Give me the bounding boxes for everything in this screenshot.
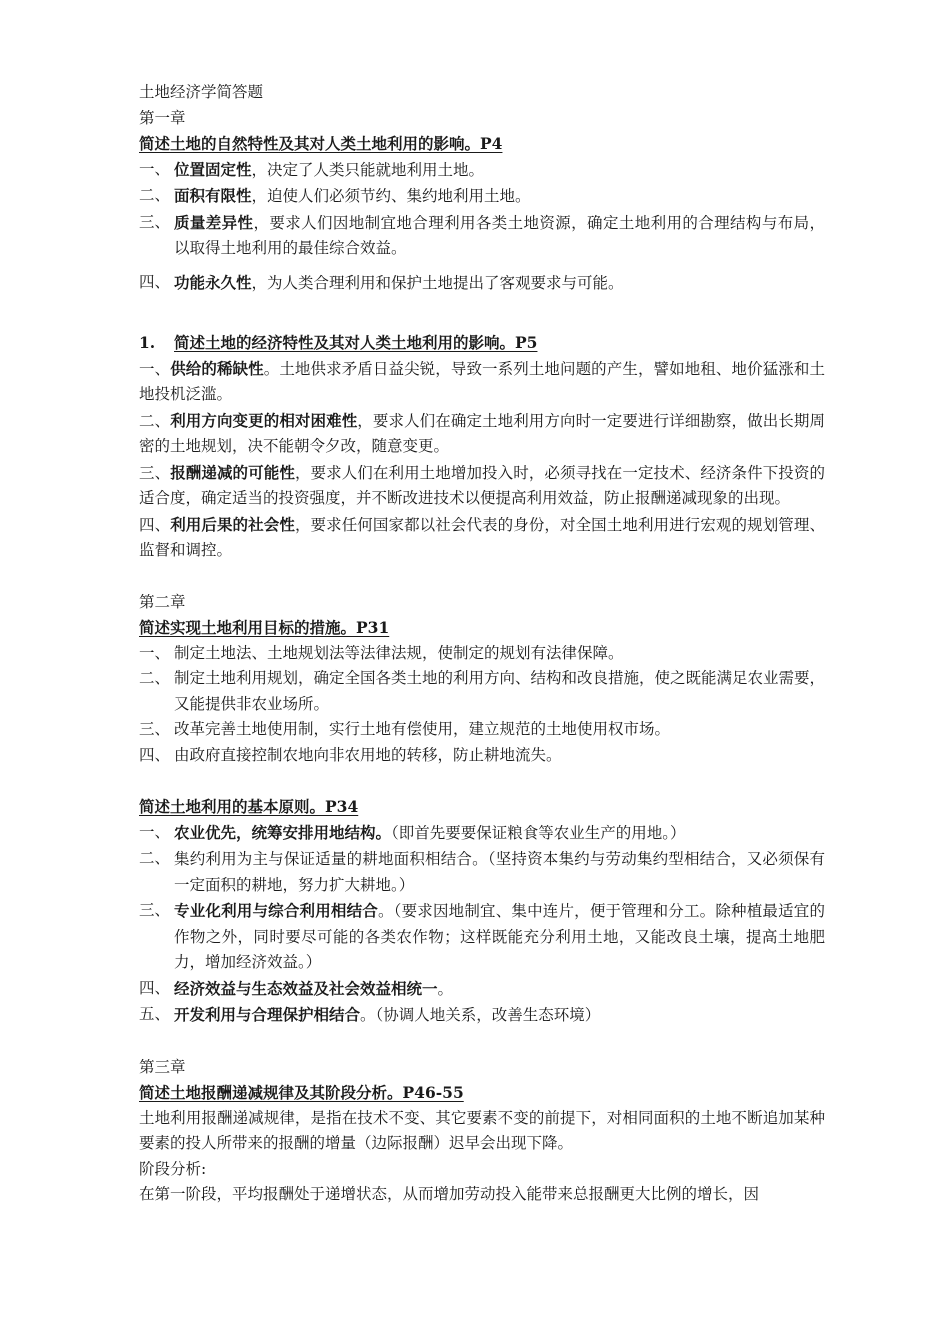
paragraph: 在第一阶段，平均报酬处于递增状态，从而增加劳动投入能带来总报酬更大比例的增长，因 <box>139 1185 760 1203</box>
paragraph: 土地利用报酬递减规律，是指在技术不变、其它要素不变的前提下，对相同面积的土地不断追加某种要素的投人所带来的报酬的增量（边际报酬）迟早会出现下降。 <box>139 1108 825 1152</box>
chapter-1-label: 第一章 <box>139 108 186 127</box>
list-item: 四、 由政府直接控制农地向非农用地的转移，防止耕地流失。 <box>139 745 562 764</box>
chapter-3-question-1-heading: 简述土地报酬递减规律及其阶段分析。P46-55 <box>139 1083 464 1102</box>
document-page <box>139 80 825 1208</box>
list-item: 三、 质量差异性，要求人们因地制宜地合理利用各类土地资源，确定土地利用的合理结构与布局，以取得土地利用的最佳综合效益。 <box>139 212 825 257</box>
list-item: 一、 位置固定性，决定了人类只能就地利用土地。 <box>139 159 485 179</box>
chapter-2-question-2-heading: 简述土地利用的基本原则。P34 <box>139 797 359 816</box>
stage-analysis-label: 阶段分析: <box>139 1159 207 1178</box>
list-item: 四、 功能永久性，为人类合理利用和保护土地提出了客观要求与可能。 <box>139 272 624 292</box>
list-item: 五、 开发利用与合理保护相结合。（协调人地关系，改善生态环境） <box>139 1005 601 1024</box>
list-item: 三、 专业化利用与综合利用相结合。（要求因地制宜、集中连片，便于管理和分工。除种植最适宜的作物之外，同时要尽可能的各类农作物；这样既能充分利用土地，又能改良土壤，提高土地肥力，增加经济效益。） <box>139 901 825 971</box>
chapter-1-question-1-heading: 简述土地的自然特性及其对人类土地利用的影响。P4 <box>139 134 503 153</box>
list-item: 三、 改革完善土地使用制，实行土地有偿使用，建立规范的土地使用权市场。 <box>139 720 671 738</box>
chapter-2-question-1-list <box>139 641 825 769</box>
paragraph: 二、利用方向变更的相对困难性，要求人们在确定土地利用方向时一定要进行详细勘察，做出长期周密的土地规划，决不能朝令夕改，随意变更。 <box>139 410 825 455</box>
list-item: 四、 经济效益与生态效益及社会效益相统一。 <box>139 978 454 998</box>
chapter-2-question-1-heading: 简述实现土地利用目标的措施。P31 <box>139 618 390 637</box>
paragraph: 四、利用后果的社会性，要求任何国家都以社会代表的身份，对全国土地利用进行宏观的规划管理、监督和调控。 <box>139 514 825 559</box>
chapter-1-question-1-list <box>139 157 825 297</box>
list-item: 二、 面积有限性，迫使人们必须节约、集约地利用土地。 <box>139 186 531 205</box>
list-item: 一、 农业优先，统筹安排用地结构。（即首先要要保证粮食等农业生产的用地。） <box>139 822 686 842</box>
chapter-3-label: 第三章 <box>139 1057 186 1076</box>
list-item: 一、 制定土地法、土地规划法等法律法规，使制定的规划有法律保障。 <box>139 643 624 662</box>
chapter-2-question-2-list <box>139 820 825 1029</box>
chapter-2-label: 第二章 <box>139 592 186 611</box>
list-item: 二、 集约利用为主与保证适量的耕地面积相结合。（坚持资本集约与劳动集约型相结合，又必须保有一定面积的耕地，努力扩大耕地。） <box>139 849 825 894</box>
paragraph: 三、报酬递减的可能性，要求人们在利用土地增加投入时，必须寻找在一定技术、经济条件下投资的适合度，确定适当的投资强度，并不断改进技术以便提高利用效益，防止报酬递减现象的出现。 <box>139 462 825 507</box>
paragraph: 一、供给的稀缺性。土地供求矛盾日益尖锐，导致一系列土地问题的产生，譬如地租、地价猛涨和土地投机泛滥。 <box>139 358 825 403</box>
chapter-1-question-2-heading: 1. 简述土地的经济特性及其对人类土地利用的影响。P5 <box>139 333 538 352</box>
list-item: 二、 制定土地利用规划，确定全国各类土地的利用方向、结构和改良措施，使之既能满足农业需要，又能提供非农业场所。 <box>139 669 826 713</box>
document-title: 土地经济学简答题 <box>139 83 264 101</box>
